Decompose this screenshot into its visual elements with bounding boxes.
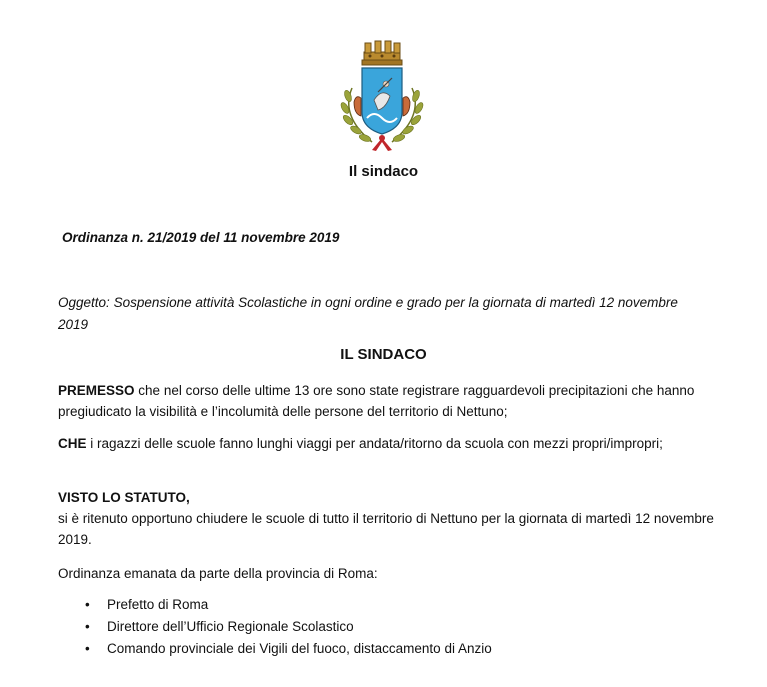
che-text: i ragazzi delle scuole fanno lunghi viaggi per andata/ritorno da scuola con mezzi propri/impropri; [90,436,663,451]
bullet-icon: • [85,619,90,634]
page-heading: Il sindaco [348,163,419,180]
visto-text: si è ritenuto opportuno chiudere le scuole di tutto il territorio di Nettuno per la giornata di martedì 12 novembre 2019. [58,511,714,547]
crown-icon [362,41,402,65]
issued-by-paragraph: Ordinanza emanata da parte della provincia di Roma: [58,566,378,581]
subject-line [58,292,708,336]
recipient-text: Prefetto di Roma [107,597,209,612]
premesso-paragraph [58,380,718,422]
ordinance-number: Ordinanza n. 21/2019 del 11 novembre 2019 [62,230,340,245]
visto-paragraph [58,487,718,550]
subject-label: Oggetto: [58,295,110,310]
subject-text: Sospensione attività Scolastiche in ogni ordine e grado per la giornata di martedì 12 novembre 2019 [58,295,678,332]
premesso-keyword: PREMESSO [58,383,135,398]
list-item [58,638,492,660]
recipient-text: Comando provinciale dei Vigili del fuoco, distaccamento di Anzio [107,641,492,656]
premesso-text: che nel corso delle ultime 13 ore sono state registrare ragguardevoli precipitazioni che hanno pregiudicato la visibilità e l’incolumità delle persone del territorio di Nettuno; [58,383,695,419]
recipient-text: Direttore dell’Ufficio Regionale Scolastico [107,619,354,634]
ribbon-icon [372,135,392,151]
che-keyword: CHE [58,436,87,451]
bullet-icon: • [85,641,90,656]
che-paragraph [58,433,718,454]
recipients-list [58,594,492,660]
municipal-coat-of-arms [334,38,430,154]
shield-icon [362,68,402,134]
list-item [58,594,492,616]
list-item [58,616,492,638]
bullet-icon: • [85,597,90,612]
visto-keyword: VISTO LO STATUTO, [58,490,190,505]
document-title: IL SINDACO [340,346,427,363]
